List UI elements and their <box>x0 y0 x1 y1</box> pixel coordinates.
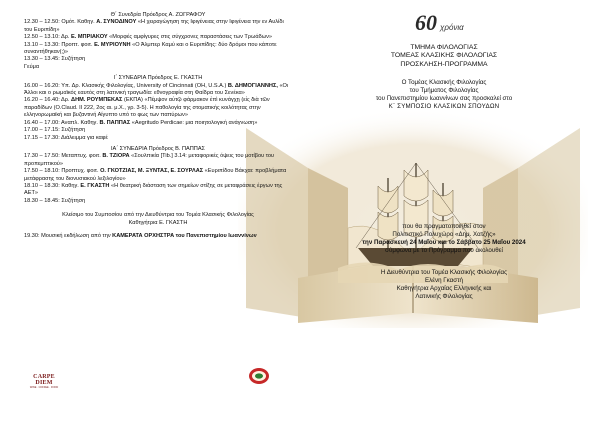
program-row: 17.50 – 18.10: Προπτυχ. φοιτ. Ο. ΓΚΟΤΖΙΑΣ, Μ. ΞΥΝΤΑΣ, Ε. ΣΟΥΡΛΑΣ «Ευριπίδου Βάκχαι: προβλήματα μετάφρασης του διονυσιακού λεξιλογίου» <box>24 168 287 182</box>
venue-line: που θα πραγματοποιηθεί στον <box>402 223 486 231</box>
anniversary-logo <box>415 10 475 40</box>
session-11-list <box>24 153 292 205</box>
closing-line: Καθηγήτρια Ε. ΓΚΑΣΤΗ <box>128 219 188 226</box>
program-column <box>24 12 292 240</box>
closing-line: Κλείσιμο του Συμποσίου από την Διευθύντρια του Τομέα Κλασικής Φιλολογίας <box>62 212 254 219</box>
sponsor-badge-icon <box>248 367 270 385</box>
invitation-text <box>306 79 582 111</box>
venue-info <box>306 223 582 255</box>
program-row: 12.50 – 13.10: Δρ. Ε. ΜΠΡΙΑΚΟΥ «Μορφές αμφίγυρες στις σύγχρονες παραστάσεις των Τρωάδων» <box>24 34 272 41</box>
invite-line: Ο Τομέας Κλασικής Φιλολογίας <box>401 79 487 87</box>
venue-line: Πολιτιστικό Πολυχώρο «Δημ. Χατζής» <box>392 231 496 239</box>
symposium-title: Κ΄ ΣΥΜΠΟΣΙΟ ΚΛΑΣΙΚΩΝ ΣΠΟΥΔΩΝ <box>388 103 500 111</box>
program-row: 16.40 – 17.00: Αναπλ. Καθηγ. Β. ΠΑΠΠΑΣ «Aegritudo Perdicae: μια ποιητολογική ανάγνωση» <box>24 119 258 126</box>
program-row: 18.10 – 18.30: Καθηγ. Ε. ΓΚΑΣΤΗ «Η θεατρική διάσταση των σημείων στίξης σε μεταφράσεις έργων της ΑΕΤ» <box>24 182 283 197</box>
program-row: 16.00 – 16.20: Υπ. Δρ. Κλασικής Φιλολογίας, University of Cincinnati (OH, U.S.A.) Β. ΔΗΜΟΓΙΑΝΝΗΣ, «Οι Άλλοι και ο ρωμαϊκός εαυτός στη λατινική τραγωδία: εθνογραφία στη Φαίδρα του Σενέκα» <box>24 82 289 97</box>
signature-line: Η Διευθύντρια του Τομέα Κλασικής Φιλολογίας <box>380 269 508 277</box>
invite-line: του Τμήματος Φιλολογίας <box>409 87 479 95</box>
program-row: Γεύμα <box>24 63 40 70</box>
program-row: 18.30 – 18.45: Συζήτηση <box>24 197 86 204</box>
sponsor-tagline: WINE · COFFEE · FOOD <box>29 386 59 389</box>
dept-line: ΠΡΟΣΚΛΗΣΗ-ΠΡΟΓΡΑΜΜΑ <box>400 60 488 68</box>
sponsor-logo <box>24 374 64 389</box>
signature-line: Ελένη Γκαστή <box>425 277 463 285</box>
session-9-title: Θ΄ Συνεδρία Πρόεδρος Α. ΖΩΓΡΑΦΟΥ <box>110 12 206 18</box>
sponsor-logo-text: CARPE DIEM <box>33 374 55 386</box>
session-10-title: Ι΄ ΣΥΝΕΔΡΙΑ Πρόεδρος Ε. ΓΚΑΣΤΗ <box>113 75 203 82</box>
signature-line: Καθηγήτρια Αρχαίας Ελληνικής και <box>396 285 492 293</box>
dept-line: ΤΟΜΕΑΣ ΚΛΑΣΙΚΗΣ ΦΙΛΟΛΟΓΙΑΣ <box>390 52 498 60</box>
program-row: 12.30 – 12.50: Ομότ. Καθηγ. Α. ΣΥΝΟΔΙΝΟΥ «Η χειραγώγηση της Ιφιγένειας στην Ιφιγένεια την εν Αυλίδι του Ευριπίδη» <box>24 19 284 33</box>
invitation-column <box>306 44 582 301</box>
program-row: 13.30 – 13.45: Συζήτηση <box>24 56 86 63</box>
anniversary-word: χρόνια <box>440 23 464 32</box>
program-row: 17.30 – 17.50: Μεταπτυχ. φοιτ. Β. ΤΖΙΟΡΑ «Σουλπικία [Tib.] 3.14: μεταφορικές όψεις του μοτίβου του προπεμπτικού» <box>24 153 275 167</box>
invite-line: του Πανεπιστημίου Ιωαννίνων σας προσκαλεί στο <box>375 95 513 103</box>
session-10-list <box>24 83 292 142</box>
symposium-dates: την Παρασκευή 24 Μαΐου και το Σάββατο 25 Μαΐου 2024 <box>362 239 526 247</box>
signature-line: Λατινικής Φιλολογίας <box>415 293 473 301</box>
venue-line: σύμφωνα με το Πρόγραμμα που ακολουθεί <box>385 247 503 255</box>
program-row: 16.20 – 16.40: Δρ. ΔΗΜ. ΡΟΥΜΠΕΚΑΣ (ΕΚΠΑ) «Πέμψον αὐτῷ φάρμακον ἐπὶ κυνάγχῃ (εἰς διὰ τῶν παραδίδων (O.Claud. II 222, 2ος αι. μ.Χ., γρ. 3-5). Η παθολογία της στοματικής κοιλότητας στην ελληνορωμαϊκή και βυζαντινή Αίγυπτο υπό το φως των παπύρων» <box>24 97 270 119</box>
signature-block <box>306 269 582 301</box>
final-event: 19.30: Μουσική εκδήλωση από την ΚΑΜΕΡΑΤΑ ΟΡΧΗΣΤΡΑ του Πανεπιστημίου Ιωαννίνων <box>24 232 257 239</box>
closing-note <box>24 212 292 227</box>
dept-line: ΤΜΗΜΑ ΦΙΛΟΛΟΓΙΑΣ <box>410 44 478 51</box>
session-9-list <box>24 19 292 71</box>
program-row: 13.10 – 13.30: Προπτ. φοιτ. Ε. ΜΥΡΙΟΥΝΗ «Ο Άλμπερ Καμύ και ο Ευριπίδης: δύο δρόμοι που κάποτε συναντήθηκαν(;)» <box>24 41 277 56</box>
program-row: 17.15 – 17.30: Διάλειμμα για καφέ <box>24 134 108 141</box>
session-11-title: ΙΑ΄ ΣΥΝΕΔΡΙΑ Πρόεδρος Β. ΠΑΠΠΑΣ <box>110 145 206 152</box>
anniversary-number: 60 <box>415 10 437 35</box>
program-row: 17.00 – 17.15: Συζήτηση <box>24 127 86 134</box>
department-header <box>306 44 582 69</box>
